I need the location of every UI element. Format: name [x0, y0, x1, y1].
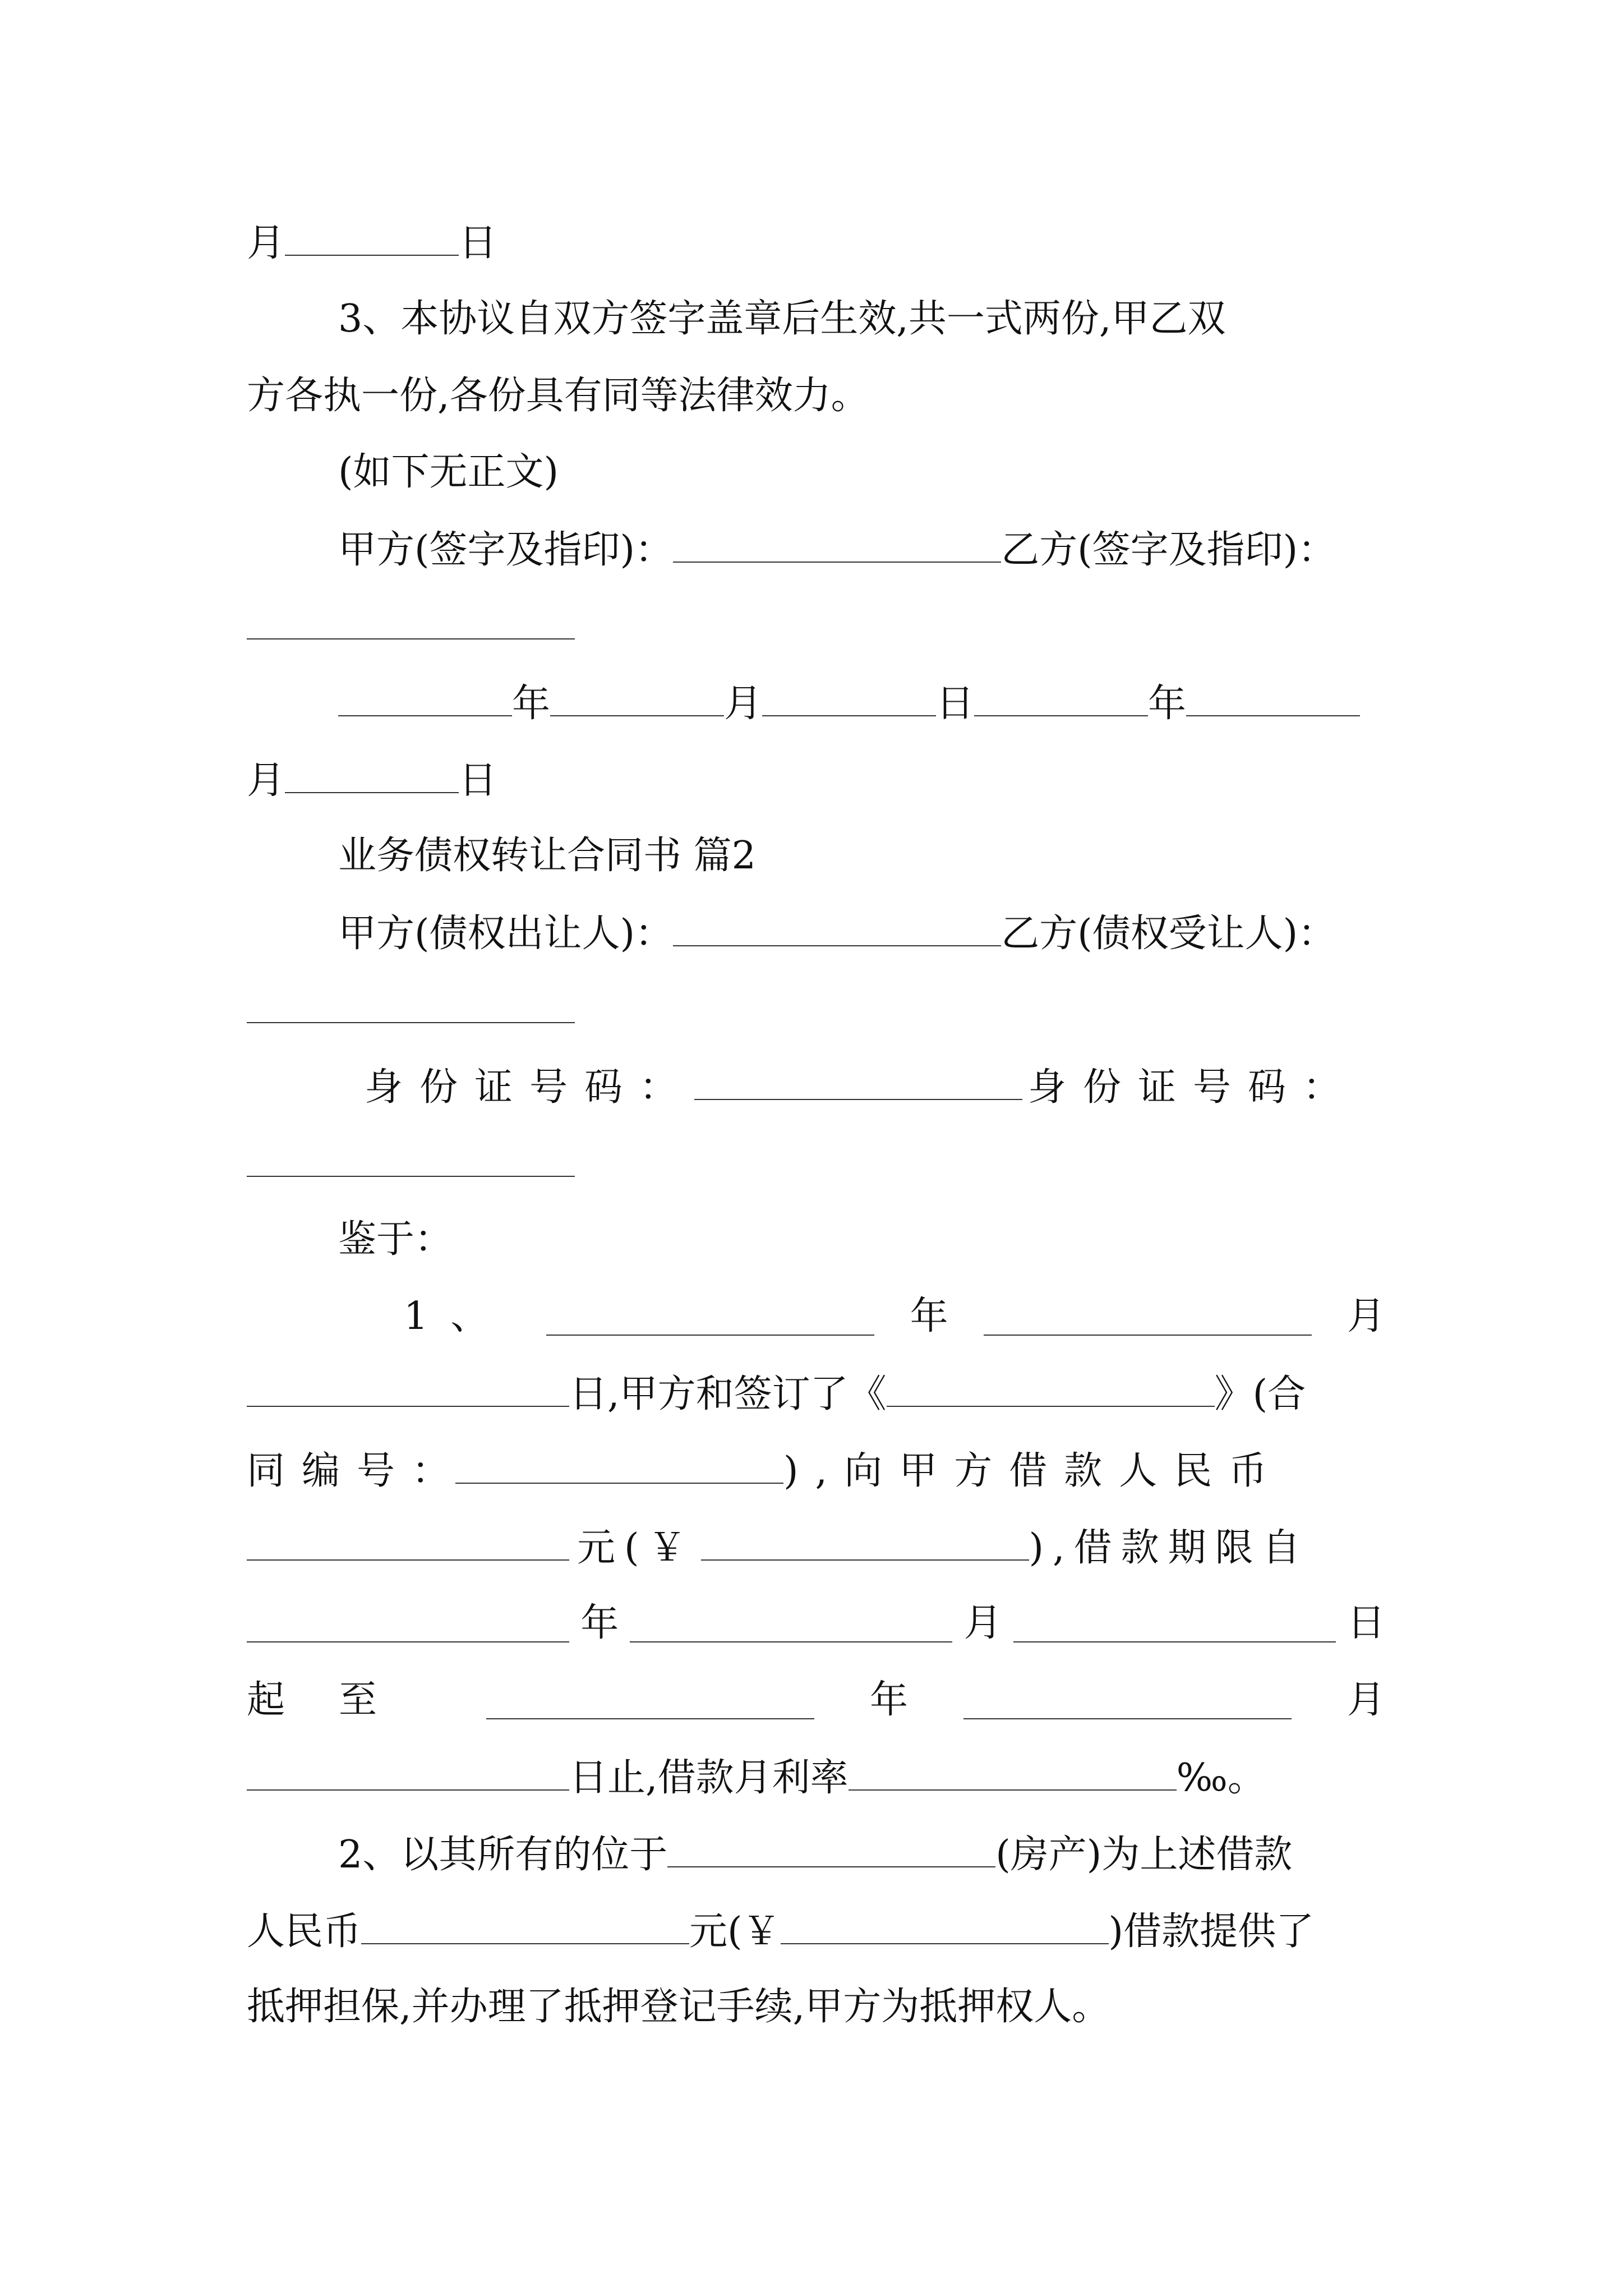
party-b-id-label: 身份证号码： — [1028, 1065, 1358, 1110]
term-start-day-blank[interactable] — [1013, 1610, 1336, 1642]
monthly-rate-blank[interactable] — [849, 1758, 1177, 1791]
item-2-line-1 — [338, 1833, 1385, 1877]
party-b-id-blank-line — [247, 1144, 1385, 1184]
term-end-month-label: 月 — [1347, 1678, 1385, 1722]
party-b-id-blank[interactable] — [247, 1144, 575, 1177]
loan-to-a: ),向甲方借款人民币 — [783, 1449, 1284, 1493]
item-2-rmb-label: 人民币 — [247, 1910, 362, 1954]
party-a-id-blank[interactable] — [694, 1068, 1022, 1100]
term-start-year-blank[interactable] — [247, 1610, 569, 1642]
year-blank-a[interactable] — [338, 684, 512, 716]
item-2-property-label: (房产)为上述借款 — [995, 1833, 1293, 1877]
month-label-b: 月 — [247, 758, 285, 803]
no-text-below: (如下无正文) — [338, 450, 559, 494]
term-start-year-label: 年 — [580, 1601, 619, 1645]
year-blank-b[interactable] — [974, 684, 1148, 716]
signature-line — [338, 528, 1385, 572]
year-label-b: 年 — [1148, 682, 1187, 726]
item-2-yuan-open: 元(￥ — [689, 1910, 781, 1954]
item-1-number: 1、 — [404, 1294, 511, 1338]
sign-date-line — [338, 682, 1385, 726]
item-1-line-6 — [247, 1678, 1385, 1722]
year-label-a: 年 — [512, 682, 551, 726]
item-1-line-7 — [247, 1756, 1385, 1800]
term-end-year-blank[interactable] — [486, 1687, 814, 1719]
whereas-heading: 鉴于： — [338, 1217, 453, 1262]
item-1-line-5 — [247, 1601, 1385, 1645]
sign-date-line-2 — [247, 758, 1385, 803]
party-a-assignor-blank[interactable] — [673, 914, 1001, 946]
party-b-sign-label: 乙方(签字及指印)： — [1001, 528, 1336, 572]
id-number-line — [365, 1065, 1391, 1110]
item-1-day-blank[interactable] — [247, 1374, 569, 1407]
item-1-year-blank[interactable] — [546, 1303, 874, 1336]
item-2-location-label: 2、以其所有的位于 — [338, 1833, 668, 1877]
day-label: 日 — [459, 221, 497, 265]
party-b-assignee-blank-line — [247, 991, 1385, 1030]
party-b-assignee-blank[interactable] — [247, 991, 575, 1023]
item-2-guarantee-label: )借款提供了 — [1108, 1910, 1315, 1954]
contract-name-blank[interactable] — [887, 1374, 1215, 1407]
item-1-line-3 — [247, 1449, 1385, 1493]
party-b-sign-blank-line — [247, 607, 1385, 646]
property-location-blank[interactable] — [667, 1835, 995, 1867]
item-2-amount-blank[interactable] — [361, 1912, 689, 1944]
party-a-id-label: 身份证号码： — [365, 1065, 695, 1110]
loan-term-label: ),借款期限自 — [1029, 1526, 1310, 1570]
clause-3-line-1: 3、本协议自双方签字盖章后生效,共一式两份,甲乙双 — [338, 297, 1226, 341]
day-blank[interactable] — [285, 223, 459, 256]
contract-no-open: 》(合 — [1214, 1372, 1306, 1416]
term-start-month-label: 月 — [963, 1601, 1002, 1645]
term-start-month-blank[interactable] — [630, 1610, 952, 1642]
term-end-month-blank[interactable] — [963, 1687, 1292, 1719]
contract-no-blank[interactable] — [455, 1451, 783, 1484]
item-1-line-4 — [247, 1526, 1385, 1570]
month-blank-b[interactable] — [1186, 684, 1360, 716]
day-label-a: 日 — [936, 682, 975, 726]
from-to-label: 起至 — [247, 1678, 431, 1722]
item-2-line-2 — [247, 1910, 1385, 1954]
day-label-b: 日 — [459, 758, 497, 803]
day-blank-b[interactable] — [285, 761, 459, 793]
party-a-assignor-label: 甲方(债权出让人)： — [338, 912, 674, 956]
month-label: 月 — [247, 221, 285, 265]
section-2-title: 业务债权转让合同书 篇2 — [338, 834, 756, 878]
term-end-day-blank[interactable] — [247, 1758, 569, 1791]
month-label-a: 月 — [724, 682, 763, 726]
item-1-line-2 — [247, 1374, 1385, 1414]
day-end-rate-label: 日止,借款月利率 — [569, 1756, 849, 1800]
item-1-line-1 — [404, 1294, 1385, 1338]
top-date-line — [247, 223, 1385, 263]
yuan-open: 元(￥ — [577, 1526, 695, 1570]
parties-line — [338, 912, 1385, 956]
item-1-day-signed: 日,甲方和签订了《 — [569, 1372, 887, 1416]
term-start-day-label: 日 — [1347, 1601, 1385, 1645]
party-a-sign-label: 甲方(签字及指印)： — [338, 528, 674, 572]
party-b-sign-blank[interactable] — [247, 607, 575, 639]
contract-no-label: 同编号： — [247, 1449, 467, 1493]
item-2-line-3: 抵押担保,并办理了抵押登记手续,甲方为抵押权人。 — [247, 1985, 1110, 2029]
item-1-month-label: 月 — [1347, 1294, 1385, 1338]
term-end-year-label: 年 — [869, 1678, 908, 1722]
loan-amount-blank[interactable] — [247, 1528, 569, 1561]
permille-label: ‰。 — [1176, 1756, 1266, 1800]
day-blank-a[interactable] — [762, 684, 936, 716]
party-b-assignee-label: 乙方(债权受让人)： — [1001, 912, 1336, 956]
party-a-sign-blank[interactable] — [673, 530, 1001, 563]
clause-3-line-2: 方各执一份,各份具有同等法律效力。 — [247, 374, 869, 418]
month-blank-a[interactable] — [550, 684, 724, 716]
loan-amount-figure-blank[interactable] — [701, 1528, 1029, 1561]
item-1-month-blank[interactable] — [984, 1303, 1312, 1336]
item-1-year-label: 年 — [910, 1294, 948, 1338]
item-2-figure-blank[interactable] — [781, 1912, 1109, 1944]
